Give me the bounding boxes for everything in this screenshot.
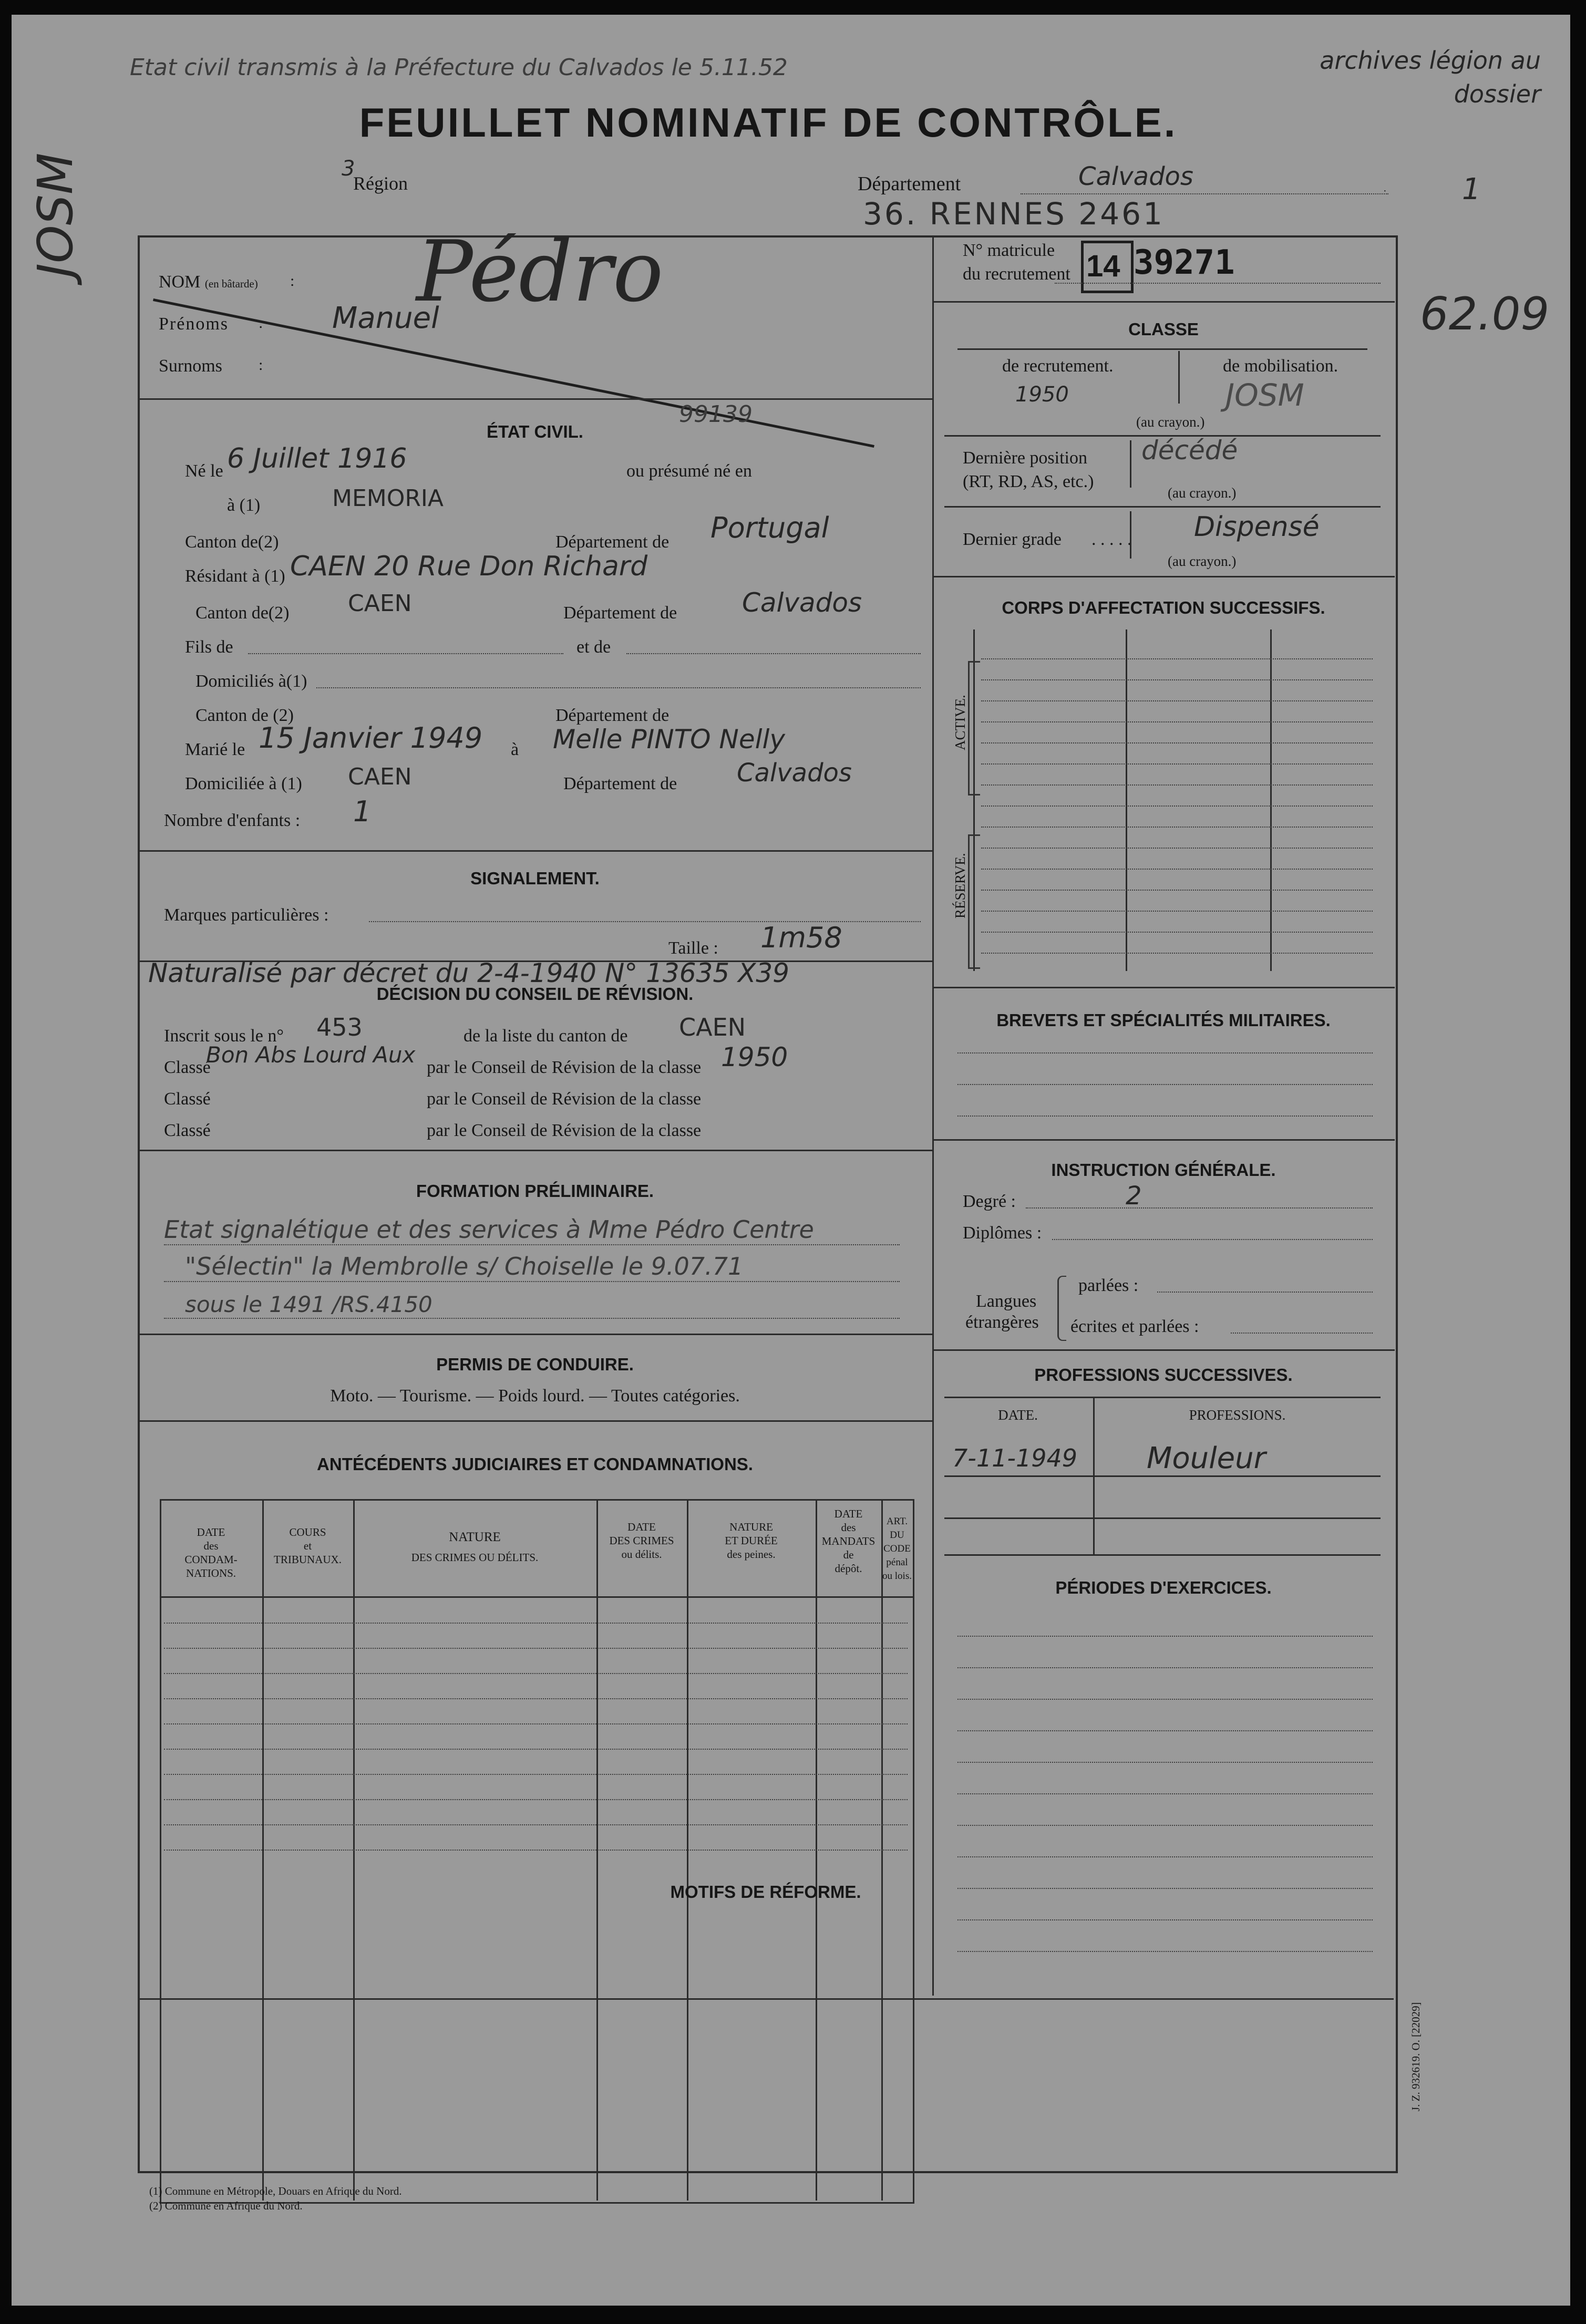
ruled-line bbox=[957, 1667, 1373, 1668]
ruled-line bbox=[957, 1919, 1373, 1920]
ruled-line bbox=[981, 679, 1373, 680]
region-value: 3 bbox=[342, 157, 355, 181]
crayon-hint-3: (au crayon.) bbox=[1168, 553, 1237, 569]
liste-value: CAEN bbox=[679, 1013, 746, 1041]
instruction-title: INSTRUCTION GÉNÉRALE. bbox=[1051, 1160, 1276, 1180]
a-label: à (1) bbox=[227, 495, 261, 515]
page-title: FEUILLET NOMINATIF DE CONTRÔLE. bbox=[359, 99, 1178, 146]
dept4-label: Département de bbox=[563, 774, 677, 793]
langues-label-2: étrangères bbox=[965, 1313, 1039, 1332]
derniere-position-label-1: Dernière position bbox=[963, 448, 1087, 468]
ruled-line bbox=[957, 1951, 1373, 1952]
naturalise-note: Naturalisé par décret du 2-4-1940 N° 13635 X39 bbox=[148, 958, 789, 988]
col-nature-peines: NATURE ET DURÉE des peines. bbox=[725, 1521, 778, 1561]
departement-value: Calvados bbox=[1078, 162, 1193, 191]
ruled-line bbox=[981, 763, 1373, 765]
ruled-line bbox=[957, 1856, 1373, 1857]
et-de-label: et de bbox=[576, 637, 611, 657]
ruled-line bbox=[164, 1648, 908, 1649]
ecrites-label: écrites et parlées : bbox=[1070, 1317, 1199, 1336]
revision-title: DÉCISION DU CONSEIL DE RÉVISION. bbox=[376, 984, 694, 1004]
crayon-hint-1: (au crayon.) bbox=[1136, 414, 1205, 430]
col-date-condamnations: DATE des CONDAM- NATIONS. bbox=[184, 1526, 238, 1579]
a-value: MEMORIA bbox=[332, 485, 444, 512]
dept1-label: Département de bbox=[555, 532, 670, 552]
marie-a-value: Melle PINTO Nelly bbox=[553, 724, 785, 755]
antecedents-title: ANTÉCÉDENTS JUDICIAIRES ET CONDAMNATIONS. bbox=[317, 1454, 753, 1474]
formation-line2: "Sélectin" la Membrolle s/ Choiselle le 9.07.71 bbox=[185, 1252, 744, 1280]
derniere-position-value: décédé bbox=[1141, 435, 1238, 466]
liste-label: de la liste du canton de bbox=[464, 1026, 628, 1046]
left-stamp: JOSM bbox=[27, 152, 84, 277]
canton2-label: Canton de(2) bbox=[195, 603, 290, 623]
corps-active-label: ACTIVE. bbox=[952, 695, 968, 750]
ruled-line bbox=[957, 1730, 1373, 1731]
motifs-title: MOTIFS DE RÉFORME. bbox=[670, 1882, 861, 1902]
top-note: Etat civil transmis à la Préfecture du Calvados le 5.11.52 bbox=[130, 54, 788, 81]
surnoms-label: Surnoms bbox=[159, 356, 222, 376]
ruled-line bbox=[164, 1850, 908, 1851]
footer-note-2: (2) Commune en Afrique du Nord. bbox=[149, 2199, 303, 2212]
canton2-value: CAEN bbox=[348, 590, 412, 617]
ruled-line bbox=[981, 827, 1373, 828]
ruled-line bbox=[957, 1699, 1373, 1700]
dernier-grade-value: Dispensé bbox=[1194, 511, 1320, 543]
region-label: Région bbox=[353, 173, 408, 194]
matricule-label-2: du recrutement bbox=[963, 264, 1070, 284]
inscrit-label: Inscrit sous le n° bbox=[164, 1026, 284, 1046]
profession-date-value: 7-11-1949 bbox=[952, 1444, 1078, 1472]
ruled-line bbox=[164, 1824, 908, 1825]
ruled-line bbox=[981, 848, 1373, 849]
dept1-value: Portugal bbox=[710, 511, 829, 544]
nom-value: Pédro bbox=[416, 222, 664, 321]
nom-label: NOM (en bâtarde) bbox=[159, 272, 258, 292]
mobilisation-value: JOSM bbox=[1225, 377, 1304, 413]
matricule-value: 39271 bbox=[1134, 243, 1235, 282]
ruled-line bbox=[981, 742, 1373, 743]
ruled-line bbox=[164, 1749, 908, 1750]
matricule-label-1: N° matricule bbox=[963, 241, 1055, 260]
dept2-value: Calvados bbox=[742, 587, 862, 618]
canton1-label: Canton de(2) bbox=[185, 532, 279, 552]
ruled-line bbox=[981, 784, 1373, 786]
par-le-label-1: par le Conseil de Révision de la classe bbox=[427, 1058, 702, 1077]
domicilies-label: Domiciliés à(1) bbox=[195, 672, 307, 691]
antecedents-table bbox=[160, 1499, 914, 2204]
degre-value: 2 bbox=[1126, 1181, 1142, 1211]
marie-label: Marié le bbox=[185, 740, 245, 759]
rennes-label: 36. RENNES 2461 bbox=[863, 196, 1165, 232]
prenoms-value: Manuel bbox=[332, 301, 439, 335]
ruled-line bbox=[957, 1825, 1373, 1826]
dept2-label: Département de bbox=[563, 603, 677, 623]
ruled-line bbox=[981, 911, 1373, 912]
print-code: J. Z. 932619. O. [22029] bbox=[1409, 2002, 1422, 2111]
brevets-title: BREVETS ET SPÉCIALITÉS MILITAIRES. bbox=[996, 1010, 1331, 1030]
dept3-label: Département de bbox=[555, 706, 670, 725]
ruled-line bbox=[981, 869, 1373, 870]
recrutement-label: de recrutement. bbox=[1002, 356, 1114, 376]
periodes-title: PÉRIODES D'EXERCICES. bbox=[1055, 1578, 1272, 1597]
classe1-value: Bon Abs Lourd Aux bbox=[206, 1042, 416, 1068]
inscrit-value: 453 bbox=[316, 1013, 363, 1041]
ruled-line bbox=[981, 932, 1373, 933]
etat-civil-stamp: 99139 bbox=[679, 401, 753, 428]
col-cours-tribunaux: COURS et TRIBUNAUX. bbox=[274, 1526, 342, 1566]
permis-title: PERMIS DE CONDUIRE. bbox=[436, 1355, 634, 1374]
marie-value: 15 Janvier 1949 bbox=[259, 721, 483, 755]
enfants-value: 1 bbox=[353, 795, 372, 828]
document-sheet: JOSM Etat civil transmis à la Préfecture du Calvados le 5.11.52 archives légion au dossier FEUILLET NOMINATIF DE CONTRÔLE. 3 Région Département Calvados · 36. RENNES 2461 1 62.09 NOM (en bâtarde) : Pédro Prénoms : Manuel Surnoms : ÉTAT CIVIL. 99139 Né le 6 Juillet 1916 ou présumé né en à (1) MEMORIA Canton de(2) Département de Portugal Résidant à (1) CAEN 20 Rue Don Richard Canton de(2) CAEN Département de Calvados Fils de et de Domiciliés à(1) Canton de (2) Département de Marié le 15 Janvier 1949 à Melle PINTO Nelly Domiciliée à (1) CAEN Département de Calvados Nombre d'enfants : 1 SIGNALEMENT. Marques particulières : Taille : 1m58 Naturalisé par décret du 2-4-1940 N° 13635 X39 DÉCISION DU CONSEIL DE RÉVISION. Inscrit sous le n° 453 de la liste du canton de CAEN Classé Bon Abs Lourd Aux par le Conseil de Révision de la classe 1950 Classé par le Conseil de Révision de la classe Classé par le Conseil de Révision de la classe FORMATION PRÉLIMINAIRE. Etat signalétique et des services à Mme Pédro Centre "Sélectin" la Membrolle s/ Choiselle le 9.07.71 sous le 1491 /RS.4150 PERMIS DE CONDUIRE. Moto. — Tourisme. — Poids lourd. — Toutes catégories. ANTÉCÉDENTS JUDICIAIRES ET CONDAMNATIONS. DATE des CONDAM- NATIONS. COURS et TRIBUNAUX. NATURE DES CRIMES OU DÉLITS. DATE DES CRIMES ou délits. NATURE ET DURÉE des peines. DATE des MANDATS de dépôt. ART. DU CODE pénal ou lois. N° matricule du recrutement 14 39271 CLASSE de recrutement. de mobilisation. 1950 JOSM (au crayon.) Dernière position (RT, RD, AS, etc.) décédé (au crayon.) Dernier grade . . . . . Dispensé (au crayon.) CORPS D'AFFECTATION SUCCESSIFS. ACTIVE. RÉSERVE. BREVETS ET SPÉCIALITÉS MILITAIRES. INSTRUCTION GÉNÉRALE. Degré : 2 Diplômes : Langues étrangères parlées : écrites et parlées : PROFESSIONS SUCCESSIVES. DATE. PROFESSIONS. 7-11-1949 Mouleur PÉRIODES D'EXERCICES. (1) Commune en Métropole, Douars en Afrique du Nord. (2) Commune en Afrique du Nord. J. Z. 932619. O. [22029] bbox=[12, 15, 1570, 2306]
side-code: 62.09 bbox=[1420, 288, 1550, 340]
formation-title: FORMATION PRÉLIMINAIRE. bbox=[416, 1181, 654, 1201]
domiciliee-value: CAEN bbox=[348, 763, 412, 790]
professions-date-header: DATE. bbox=[998, 1407, 1038, 1423]
ruled-line bbox=[957, 1762, 1373, 1763]
ruled-line bbox=[164, 1799, 908, 1800]
formation-line3: sous le 1491 /RS.4150 bbox=[185, 1292, 432, 1317]
par-le-label-3: par le Conseil de Révision de la classe bbox=[427, 1121, 702, 1140]
ruled-line bbox=[164, 1698, 908, 1699]
enfants-label: Nombre d'enfants : bbox=[164, 811, 301, 830]
corps-title: CORPS D'AFFECTATION SUCCESSIFS. bbox=[1002, 598, 1325, 617]
formation-line1: Etat signalétique et des services à Mme Pédro Centre bbox=[164, 1215, 814, 1244]
presume-label: ou présumé né en bbox=[626, 461, 752, 481]
prenoms-label: Prénoms bbox=[159, 314, 229, 334]
residant-label: Résidant à (1) bbox=[185, 566, 285, 586]
ruled-line bbox=[981, 658, 1373, 659]
departement-label: Département bbox=[858, 173, 961, 195]
matricule-box-value: 14 bbox=[1086, 249, 1120, 283]
diplomes-label: Diplômes : bbox=[963, 1223, 1042, 1243]
a2-label: à bbox=[511, 740, 519, 759]
professions-prof-header: PROFESSIONS. bbox=[1189, 1407, 1286, 1423]
ruled-line bbox=[957, 1793, 1373, 1794]
classe-title: CLASSE bbox=[1128, 319, 1199, 339]
recrutement-value: 1950 bbox=[1015, 383, 1069, 407]
col-mandats: DATE des MANDATS de dépôt. bbox=[821, 1507, 876, 1575]
residant-value: CAEN 20 Rue Don Richard bbox=[290, 551, 648, 582]
ruled-line bbox=[981, 721, 1373, 722]
top-right-note: archives légion au dossier bbox=[1320, 46, 1541, 108]
ruled-line bbox=[164, 1723, 908, 1724]
ruled-line bbox=[957, 1636, 1373, 1637]
dept4-value: Calvados bbox=[737, 758, 852, 788]
ruled-line bbox=[164, 1623, 908, 1624]
ruled-line bbox=[164, 1774, 908, 1775]
ne-le-value: 6 Juillet 1916 bbox=[227, 443, 407, 474]
domiciliee-label: Domiciliée à (1) bbox=[185, 774, 302, 793]
ruled-line bbox=[981, 805, 1373, 807]
classe-label-3: Classé bbox=[164, 1121, 211, 1140]
dernier-grade-label: Dernier grade bbox=[963, 530, 1062, 549]
permis-categories: Moto. — Tourisme. — Poids lourd. — Toutes catégories. bbox=[330, 1386, 740, 1406]
profession-value: Mouleur bbox=[1147, 1441, 1266, 1475]
professions-title: PROFESSIONS SUCCESSIVES. bbox=[1034, 1365, 1293, 1385]
ruled-line bbox=[164, 1673, 908, 1674]
classe-label-1: Classé bbox=[164, 1058, 211, 1077]
parlees-label: parlées : bbox=[1078, 1276, 1139, 1295]
col-nature-crimes: NATURE DES CRIMES OU DÉLITS. bbox=[411, 1530, 539, 1564]
ne-le-label: Né le bbox=[185, 461, 223, 481]
classe-label-2: Classé bbox=[164, 1089, 211, 1109]
derniere-position-label-2: (RT, RD, AS, etc.) bbox=[963, 472, 1094, 491]
ruled-line bbox=[981, 700, 1373, 701]
corps-reserve-label: RÉSERVE. bbox=[952, 853, 968, 918]
par-le-label-2: par le Conseil de Révision de la classe bbox=[427, 1089, 702, 1109]
page-number: 1 bbox=[1462, 172, 1481, 206]
signalement-title: SIGNALEMENT. bbox=[470, 869, 600, 888]
ruled-line bbox=[981, 953, 1373, 954]
langues-label-1: Langues bbox=[976, 1292, 1037, 1311]
col-art-code: ART. DU CODE pénal ou lois. bbox=[882, 1516, 912, 1582]
col-date-crimes: DATE DES CRIMES ou délits. bbox=[609, 1521, 674, 1561]
ruled-line bbox=[981, 890, 1373, 891]
fils-label: Fils de bbox=[185, 637, 233, 657]
marques-label: Marques particulières : bbox=[164, 905, 329, 925]
mobilisation-label: de mobilisation. bbox=[1223, 356, 1338, 376]
canton3-label: Canton de (2) bbox=[195, 706, 294, 725]
etat-civil-title: ÉTAT CIVIL. bbox=[487, 422, 583, 441]
taille-value: 1m58 bbox=[760, 921, 842, 954]
crayon-hint-2: (au crayon.) bbox=[1168, 485, 1237, 501]
taille-label: Taille : bbox=[668, 938, 718, 958]
classe1-year: 1950 bbox=[721, 1042, 788, 1072]
footer-note-1: (1) Commune en Métropole, Douars en Afrique du Nord. bbox=[149, 2185, 402, 2197]
degre-label: Degré : bbox=[963, 1192, 1016, 1211]
